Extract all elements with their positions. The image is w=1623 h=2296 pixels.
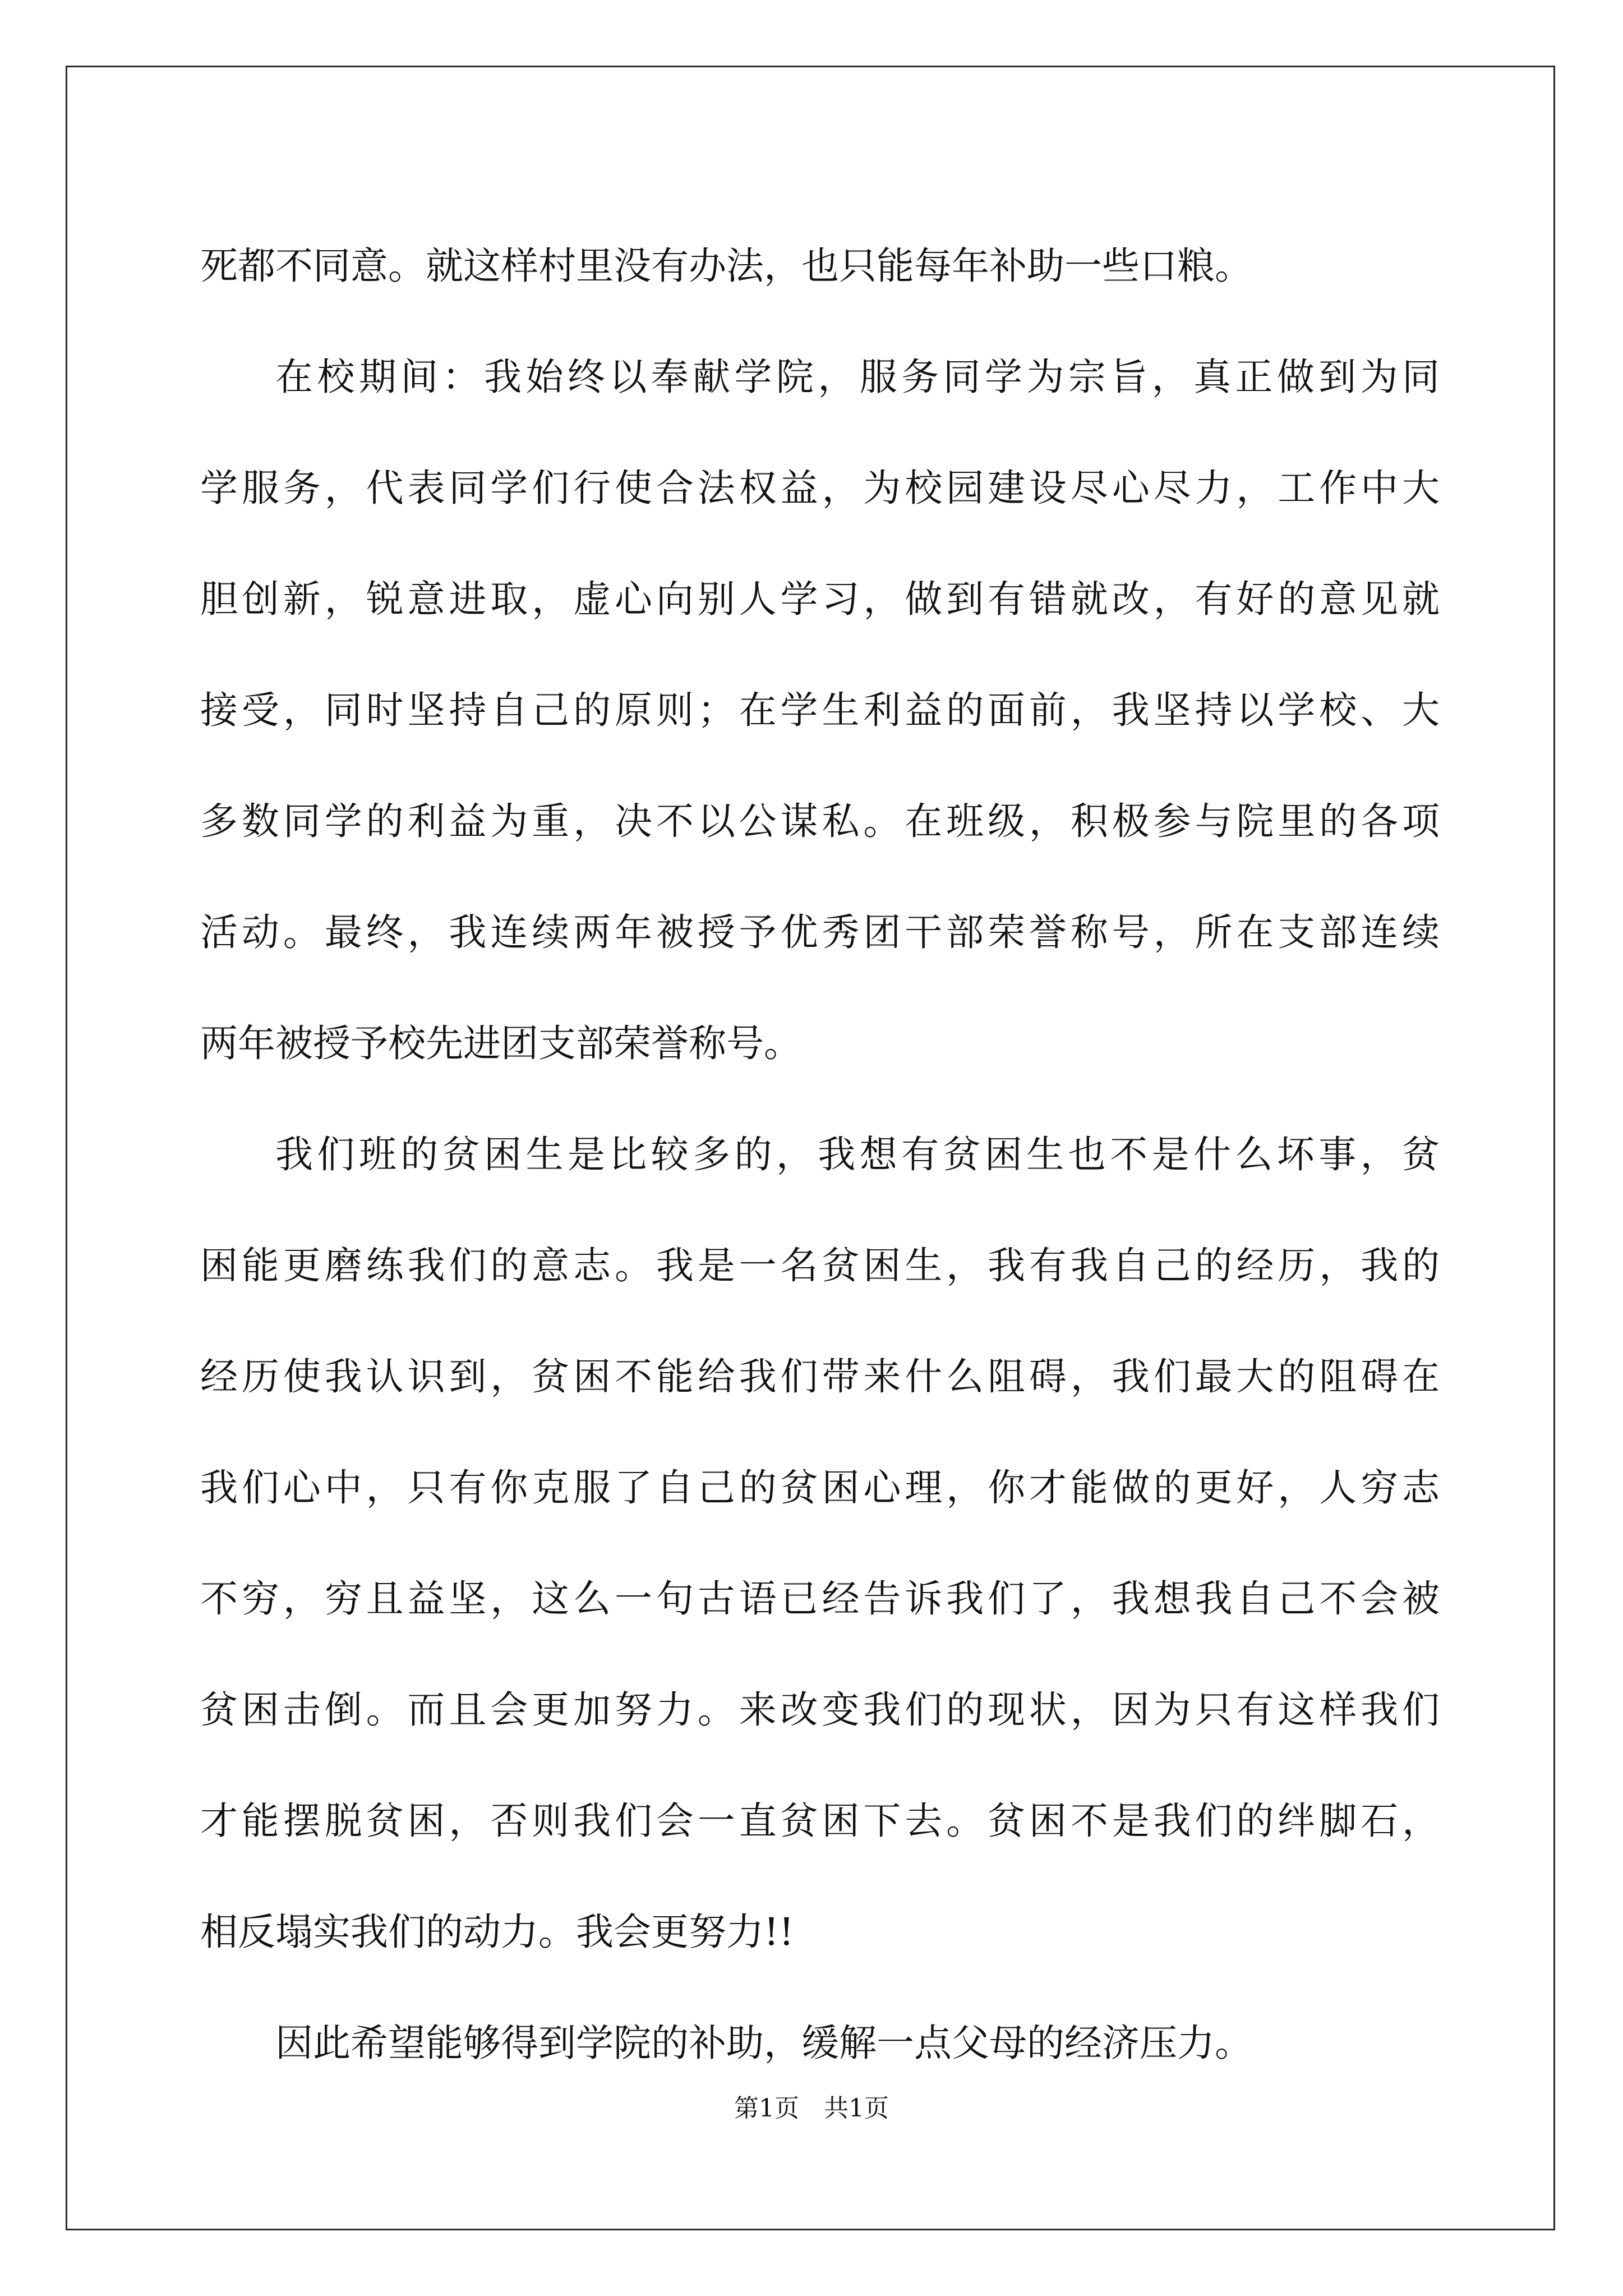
- paragraph-line: 不穷，穷且益坚，这么一句古语已经告诉我们了，我想我自己不会被: [200, 1577, 1440, 1621]
- page-footer: 第1页 共1页: [734, 2094, 889, 2123]
- paragraph-line: 胆创新，锐意进取，虚心向别人学习，做到有错就改，有好的意见就: [200, 577, 1440, 621]
- paragraph-line: 因此希望能够得到学院的补助，缓解一点父母的经济压力。: [275, 2021, 1252, 2065]
- paragraph-line: 在校期间：我始终以奉献学院，服务同学为宗旨，真正做到为同: [275, 355, 1440, 399]
- paragraph-line: 两年被授予校先进团支部荣誉称号。: [200, 1022, 801, 1065]
- paragraph-line: 相反塌实我们的动力。我会更努力!!: [200, 1910, 794, 1954]
- document-body: [200, 210, 1440, 2099]
- paragraph-line: 接受，同时坚持自己的原则；在学生利益的面前，我坚持以学校、大: [200, 688, 1440, 732]
- paragraph-line: 困能更磨练我们的意志。我是一名贫困生，我有我自己的经历，我的: [200, 1244, 1440, 1287]
- paragraph-line: 多数同学的利益为重，决不以公谋私。在班级，积极参与院里的各项: [200, 799, 1440, 843]
- paragraph-line: 贫困击倒。而且会更加努力。来改变我们的现状，因为只有这样我们: [200, 1688, 1440, 1732]
- paragraph-line: 我们班的贫困生是比较多的，我想有贫困生也不是什么坏事，贫: [275, 1133, 1440, 1176]
- paragraph-line: 经历使我认识到，贫困不能给我们带来什么阻碍，我们最大的阻碍在: [200, 1355, 1440, 1398]
- paragraph-line: 死都不同意。就这样村里没有办法，也只能每年补助一些口粮。: [200, 244, 1252, 288]
- paragraph-line: 活动。最终，我连续两年被授予优秀团干部荣誉称号，所在支部连续: [200, 910, 1440, 954]
- paragraph-line: 才能摆脱贫困，否则我们会一直贫困下去。贫困不是我们的绊脚石，: [200, 1799, 1440, 1843]
- paragraph-line: 我们心中，只有你克服了自己的贫困心理，你才能做的更好，人穷志: [200, 1466, 1440, 1510]
- paragraph-line: 学服务，代表同学们行使合法权益，为校园建设尽心尽力，工作中大: [200, 466, 1440, 510]
